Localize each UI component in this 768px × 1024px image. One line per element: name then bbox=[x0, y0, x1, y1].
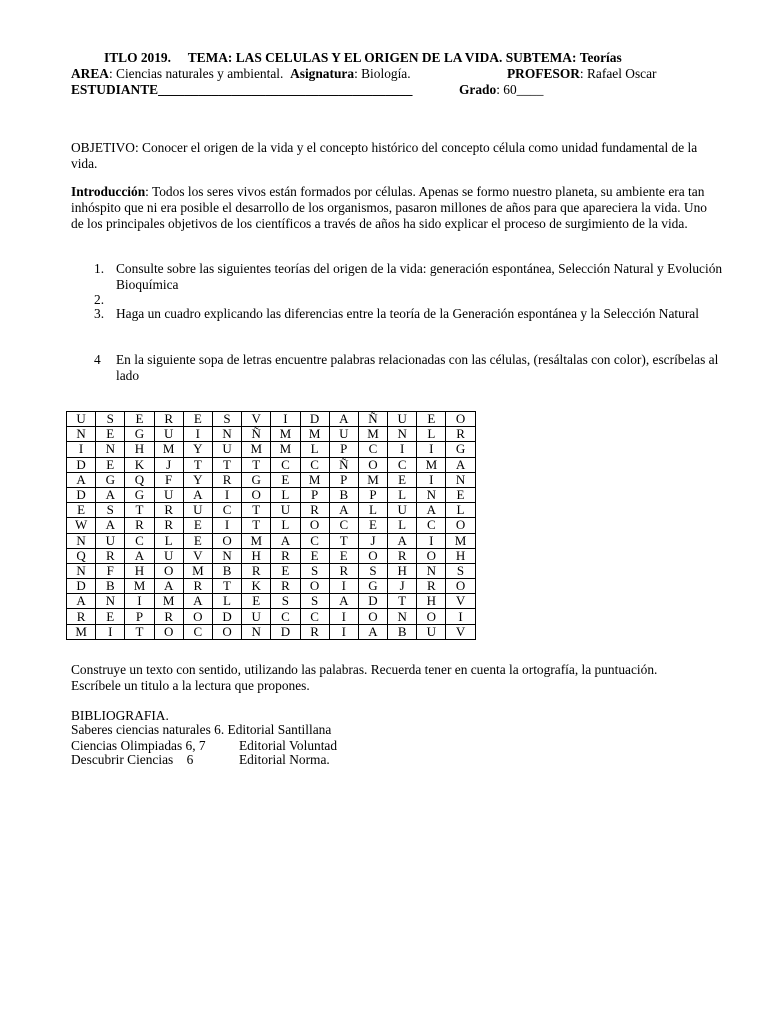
word-search-cell: G bbox=[125, 487, 154, 502]
word-search-cell: B bbox=[96, 579, 125, 594]
word-search-cell: R bbox=[242, 563, 271, 578]
word-search-cell: O bbox=[300, 518, 329, 533]
subtema-value: Teorías bbox=[579, 50, 622, 65]
word-search-cell: M bbox=[300, 427, 329, 442]
word-search-cell: Ñ bbox=[358, 412, 387, 427]
word-search-row bbox=[67, 548, 476, 563]
word-search-cell: A bbox=[154, 579, 183, 594]
word-search-row bbox=[67, 412, 476, 427]
word-search-cell: O bbox=[446, 579, 475, 594]
word-search-cell: R bbox=[300, 503, 329, 518]
word-search-cell: C bbox=[329, 518, 358, 533]
introduccion-text: : Todos los seres vivos están formados por células. Apenas se formo nuestro planeta, su ambiente era tan inhóspito que ni era posible el desarrollo de los organismos, pasaron millones de años para que apareciera la vida. Uno de los principales objetivos de los científicos a través de años ha sido explicar el proceso de surgimiento de la vida. bbox=[71, 184, 707, 231]
word-search-cell: I bbox=[417, 442, 446, 457]
word-search-cell: I bbox=[125, 594, 154, 609]
word-search-cell: D bbox=[271, 624, 300, 639]
word-search-cell: A bbox=[125, 548, 154, 563]
word-search-row bbox=[67, 457, 476, 472]
word-search-cell: A bbox=[329, 503, 358, 518]
word-search-cell: M bbox=[358, 472, 387, 487]
word-search-cell: V bbox=[242, 412, 271, 427]
word-search-cell: U bbox=[271, 503, 300, 518]
word-search-cell: N bbox=[212, 548, 241, 563]
word-search-grid bbox=[66, 411, 476, 640]
word-search-cell: T bbox=[242, 518, 271, 533]
grado-label: Grado bbox=[459, 82, 497, 97]
word-search-cell: E bbox=[271, 563, 300, 578]
word-search-cell: U bbox=[417, 624, 446, 639]
word-search-cell: G bbox=[125, 427, 154, 442]
word-search-cell: S bbox=[300, 563, 329, 578]
list-item-number: 1. bbox=[94, 261, 105, 276]
word-search-cell: J bbox=[388, 579, 417, 594]
word-search-cell: A bbox=[67, 472, 96, 487]
word-search-cell: E bbox=[242, 594, 271, 609]
word-search-row bbox=[67, 563, 476, 578]
word-search-cell: I bbox=[183, 427, 212, 442]
word-search-cell: E bbox=[96, 457, 125, 472]
word-search-cell: V bbox=[446, 624, 475, 639]
word-search-cell: T bbox=[125, 624, 154, 639]
word-search-cell: E bbox=[271, 472, 300, 487]
grado-value: : 60____ bbox=[496, 82, 544, 97]
word-search-row bbox=[67, 518, 476, 533]
word-search-cell: O bbox=[417, 609, 446, 624]
introduccion-paragraph bbox=[71, 184, 711, 232]
word-search-cell: U bbox=[183, 503, 212, 518]
tema-label: TEMA: bbox=[187, 50, 233, 65]
word-search-cell: C bbox=[183, 624, 212, 639]
asignatura-value: : Biología. bbox=[354, 66, 411, 81]
word-search-cell: U bbox=[154, 487, 183, 502]
word-search-cell: R bbox=[154, 412, 183, 427]
header-line-1 bbox=[104, 50, 622, 66]
word-search-cell: C bbox=[125, 533, 154, 548]
word-search-cell: V bbox=[446, 594, 475, 609]
word-search-cell: P bbox=[300, 487, 329, 502]
word-search-cell: C bbox=[417, 518, 446, 533]
word-search-cell: A bbox=[96, 518, 125, 533]
word-search-cell: U bbox=[242, 609, 271, 624]
word-search-cell: O bbox=[446, 412, 475, 427]
word-search-cell: R bbox=[329, 563, 358, 578]
word-search-cell: E bbox=[300, 548, 329, 563]
word-search-cell: M bbox=[300, 472, 329, 487]
word-search-cell: R bbox=[417, 579, 446, 594]
word-search-cell: D bbox=[67, 457, 96, 472]
word-search-cell: T bbox=[183, 457, 212, 472]
word-search-cell: R bbox=[271, 579, 300, 594]
word-search-cell: B bbox=[388, 624, 417, 639]
word-search-cell: S bbox=[300, 594, 329, 609]
word-search-cell: L bbox=[212, 594, 241, 609]
word-search-cell: H bbox=[417, 594, 446, 609]
word-search-cell: B bbox=[212, 563, 241, 578]
word-search-cell: N bbox=[67, 427, 96, 442]
word-search-cell: E bbox=[183, 412, 212, 427]
word-search-cell: P bbox=[358, 487, 387, 502]
objetivo-paragraph: OBJETIVO: Conocer el origen de la vida y el concepto histórico del concepto célula como unidad fundamental de la vida. bbox=[71, 140, 698, 171]
word-search-cell: N bbox=[67, 533, 96, 548]
word-search-cell: R bbox=[125, 518, 154, 533]
word-search-cell: D bbox=[358, 594, 387, 609]
word-search-cell: L bbox=[358, 503, 387, 518]
word-search-cell: H bbox=[446, 548, 475, 563]
word-search-cell: E bbox=[67, 503, 96, 518]
word-search-cell: N bbox=[67, 563, 96, 578]
word-search-cell: F bbox=[96, 563, 125, 578]
word-search-cell: R bbox=[154, 609, 183, 624]
word-search-cell: R bbox=[271, 548, 300, 563]
word-search-cell: I bbox=[417, 533, 446, 548]
word-search-cell: L bbox=[417, 427, 446, 442]
word-search-cell: O bbox=[358, 609, 387, 624]
word-search-cell: A bbox=[183, 487, 212, 502]
bibliography-entry bbox=[71, 722, 331, 738]
word-search-cell: O bbox=[358, 457, 387, 472]
word-search-cell: Q bbox=[67, 548, 96, 563]
word-search-cell: R bbox=[67, 609, 96, 624]
word-search-row bbox=[67, 487, 476, 502]
word-search-cell: R bbox=[300, 624, 329, 639]
word-search-cell: O bbox=[242, 487, 271, 502]
word-search-cell: V bbox=[183, 548, 212, 563]
word-search-cell: N bbox=[212, 427, 241, 442]
word-search-row bbox=[67, 533, 476, 548]
word-search-cell: J bbox=[358, 533, 387, 548]
list-item-text: Consulte sobre las siguientes teorías del origen de la vida: generación espontánea, Selección Natural y Evolución Bioquímica bbox=[116, 261, 723, 292]
word-search-cell: M bbox=[446, 533, 475, 548]
bibliography-book: Ciencias Olimpiadas 6, 7 bbox=[71, 738, 206, 753]
word-search-cell: A bbox=[183, 594, 212, 609]
word-search-cell: A bbox=[417, 503, 446, 518]
word-search-cell: H bbox=[125, 442, 154, 457]
word-search-cell: W bbox=[67, 518, 96, 533]
word-search-cell: A bbox=[271, 533, 300, 548]
word-search-cell: J bbox=[154, 457, 183, 472]
word-search-cell: N bbox=[96, 442, 125, 457]
bibliography-publisher: Editorial Norma. bbox=[239, 752, 330, 767]
bibliography-publisher: Editorial Santillana bbox=[227, 722, 332, 737]
word-search-cell: E bbox=[446, 487, 475, 502]
bibliography-entry bbox=[71, 752, 330, 768]
list-item-text: Haga un cuadro explicando las diferencias entre la teoría de la Generación espontánea y la Selección Natural bbox=[116, 306, 699, 321]
word-search-cell: F bbox=[154, 472, 183, 487]
word-search-cell: G bbox=[446, 442, 475, 457]
word-search-cell: U bbox=[212, 442, 241, 457]
word-search-cell: T bbox=[388, 594, 417, 609]
word-search-row bbox=[67, 594, 476, 609]
word-search-cell: H bbox=[125, 563, 154, 578]
word-search-cell: Ñ bbox=[242, 427, 271, 442]
word-search-cell: O bbox=[154, 563, 183, 578]
word-search-cell: T bbox=[212, 457, 241, 472]
word-search-cell: I bbox=[329, 609, 358, 624]
word-search-cell: I bbox=[388, 442, 417, 457]
profesor-field bbox=[507, 66, 657, 82]
word-search-cell: G bbox=[96, 472, 125, 487]
word-search-cell: U bbox=[67, 412, 96, 427]
list-item-number: 2. bbox=[94, 292, 105, 307]
word-search-cell: O bbox=[183, 609, 212, 624]
word-search-cell: L bbox=[300, 442, 329, 457]
word-search-cell: S bbox=[271, 594, 300, 609]
word-search-row bbox=[67, 624, 476, 639]
word-search-cell: Y bbox=[183, 472, 212, 487]
word-search-cell: U bbox=[388, 412, 417, 427]
word-search-cell: T bbox=[329, 533, 358, 548]
word-search-cell: E bbox=[183, 518, 212, 533]
word-search-cell: I bbox=[329, 624, 358, 639]
grado-field bbox=[459, 82, 543, 98]
subtema-label: SUBTEMA: bbox=[505, 50, 577, 65]
word-search-cell: O bbox=[446, 518, 475, 533]
word-search-cell: E bbox=[388, 472, 417, 487]
word-search-cell: R bbox=[96, 548, 125, 563]
word-search-cell: Ñ bbox=[329, 457, 358, 472]
word-search-cell: S bbox=[96, 412, 125, 427]
construye-instructions: Construye un texto con sentido, utilizando las palabras. Recuerda tener en cuenta la ortografía, la puntuación. Escríbele un titulo a la lectura que propones. bbox=[71, 662, 658, 693]
word-search-cell: T bbox=[242, 503, 271, 518]
word-search-cell: M bbox=[242, 442, 271, 457]
word-search-cell: D bbox=[67, 579, 96, 594]
word-search-row bbox=[67, 579, 476, 594]
word-search-cell: B bbox=[329, 487, 358, 502]
word-search-cell: U bbox=[154, 548, 183, 563]
bibliografia-title: BIBLIOGRAFIA. bbox=[71, 708, 169, 723]
word-search-cell: C bbox=[300, 533, 329, 548]
word-search-row bbox=[67, 442, 476, 457]
word-search-cell: E bbox=[358, 518, 387, 533]
word-search-cell: S bbox=[212, 412, 241, 427]
area-label: AREA bbox=[71, 66, 109, 81]
word-search-cell: C bbox=[388, 457, 417, 472]
bibliography-publisher: Editorial Voluntad bbox=[239, 738, 338, 753]
word-search-cell: T bbox=[242, 457, 271, 472]
list-item-number: 3. bbox=[94, 306, 105, 321]
word-search-cell: R bbox=[154, 518, 183, 533]
word-search-cell: M bbox=[154, 442, 183, 457]
area-value: : Ciencias naturales y ambiental. bbox=[108, 66, 284, 81]
word-search-cell: U bbox=[154, 427, 183, 442]
word-search-cell: U bbox=[329, 427, 358, 442]
word-search-cell: O bbox=[154, 624, 183, 639]
word-search-cell: L bbox=[388, 487, 417, 502]
word-search-cell: A bbox=[358, 624, 387, 639]
word-search-cell: I bbox=[67, 442, 96, 457]
word-search-cell: H bbox=[242, 548, 271, 563]
word-search-cell: O bbox=[358, 548, 387, 563]
word-search-cell: M bbox=[67, 624, 96, 639]
word-search-cell: S bbox=[358, 563, 387, 578]
header-line-3 bbox=[71, 82, 413, 98]
header-line-2 bbox=[71, 66, 411, 82]
profesor-value: : Rafael Oscar bbox=[579, 66, 657, 81]
word-search-cell: E bbox=[125, 412, 154, 427]
word-search-cell: P bbox=[329, 472, 358, 487]
word-search-cell: L bbox=[446, 503, 475, 518]
word-search-cell: M bbox=[183, 563, 212, 578]
word-search-cell: A bbox=[67, 594, 96, 609]
word-search-cell: S bbox=[446, 563, 475, 578]
word-search-cell: L bbox=[271, 487, 300, 502]
word-search-cell: R bbox=[388, 548, 417, 563]
word-search-cell: I bbox=[96, 624, 125, 639]
word-search-cell: C bbox=[271, 457, 300, 472]
word-search-cell: M bbox=[242, 533, 271, 548]
word-search-cell: H bbox=[388, 563, 417, 578]
word-search-cell: O bbox=[300, 579, 329, 594]
word-search-cell: C bbox=[212, 503, 241, 518]
word-search-cell: C bbox=[271, 609, 300, 624]
word-search-cell: I bbox=[446, 609, 475, 624]
word-search-cell: T bbox=[125, 503, 154, 518]
word-search-cell: R bbox=[212, 472, 241, 487]
word-search-cell: A bbox=[388, 533, 417, 548]
word-search-cell: N bbox=[96, 594, 125, 609]
word-search-cell: N bbox=[417, 563, 446, 578]
word-search-cell: I bbox=[271, 412, 300, 427]
school-name: ITLO 2019. bbox=[104, 50, 171, 65]
asignatura-label: Asignatura bbox=[290, 66, 355, 81]
word-search-cell: Y bbox=[183, 442, 212, 457]
word-search-cell: C bbox=[300, 457, 329, 472]
word-search-cell: O bbox=[212, 624, 241, 639]
word-search-cell: G bbox=[358, 579, 387, 594]
word-search-cell: A bbox=[446, 457, 475, 472]
word-search-cell: N bbox=[417, 487, 446, 502]
list-item-number: 4 bbox=[94, 352, 101, 367]
word-search-cell: K bbox=[242, 579, 271, 594]
word-search-cell: D bbox=[300, 412, 329, 427]
profesor-label: PROFESOR bbox=[507, 66, 580, 81]
word-search-row bbox=[67, 472, 476, 487]
word-search-cell: E bbox=[96, 609, 125, 624]
word-search-cell: M bbox=[154, 594, 183, 609]
word-search-cell: R bbox=[446, 427, 475, 442]
word-search-cell: C bbox=[300, 609, 329, 624]
word-search-cell: R bbox=[154, 503, 183, 518]
word-search-cell: Q bbox=[125, 472, 154, 487]
word-search-cell: K bbox=[125, 457, 154, 472]
word-search-cell: D bbox=[212, 609, 241, 624]
word-search-cell: T bbox=[212, 579, 241, 594]
word-search-row bbox=[67, 503, 476, 518]
word-search-cell: N bbox=[446, 472, 475, 487]
word-search-cell: D bbox=[67, 487, 96, 502]
word-search-cell: O bbox=[212, 533, 241, 548]
word-search-cell: L bbox=[154, 533, 183, 548]
word-search-cell: M bbox=[125, 579, 154, 594]
estudiante-label: ESTUDIANTE______________________________________ bbox=[71, 82, 413, 97]
introduccion-label: Introducción bbox=[71, 184, 146, 199]
word-search-cell: M bbox=[271, 442, 300, 457]
word-search-cell: P bbox=[125, 609, 154, 624]
word-search-cell: L bbox=[271, 518, 300, 533]
word-search-cell: I bbox=[417, 472, 446, 487]
word-search-cell: S bbox=[96, 503, 125, 518]
word-search-row bbox=[67, 427, 476, 442]
word-search-row bbox=[67, 609, 476, 624]
word-search-cell: I bbox=[212, 518, 241, 533]
word-search-cell: E bbox=[183, 533, 212, 548]
word-search-cell: E bbox=[417, 412, 446, 427]
word-search-cell: U bbox=[96, 533, 125, 548]
word-search-cell: P bbox=[329, 442, 358, 457]
word-search-cell: R bbox=[183, 579, 212, 594]
word-search-cell: C bbox=[358, 442, 387, 457]
tema-value: LAS CELULAS Y EL ORIGEN DE LA VIDA. bbox=[235, 50, 503, 65]
word-search-cell: L bbox=[388, 518, 417, 533]
bibliography-book: Saberes ciencias naturales 6. bbox=[71, 722, 225, 737]
word-search-cell: O bbox=[417, 548, 446, 563]
list-item-text: En la siguiente sopa de letras encuentre palabras relacionadas con las células, (resáltalas con color), escríbelas al lado bbox=[116, 352, 719, 383]
word-search-cell: A bbox=[96, 487, 125, 502]
word-search-cell: N bbox=[388, 427, 417, 442]
word-search-cell: N bbox=[388, 609, 417, 624]
word-search-cell: I bbox=[212, 487, 241, 502]
word-search-cell: N bbox=[242, 624, 271, 639]
word-search-cell: M bbox=[271, 427, 300, 442]
bibliography-book: Descubrir Ciencias 6 bbox=[71, 752, 194, 767]
word-search-cell: E bbox=[96, 427, 125, 442]
word-search-cell: M bbox=[417, 457, 446, 472]
word-search-cell: E bbox=[329, 548, 358, 563]
word-search-cell: A bbox=[329, 594, 358, 609]
word-search-cell: U bbox=[388, 503, 417, 518]
word-search-cell: G bbox=[242, 472, 271, 487]
word-search-cell: I bbox=[329, 579, 358, 594]
word-search-cell: A bbox=[329, 412, 358, 427]
word-search-cell: M bbox=[358, 427, 387, 442]
